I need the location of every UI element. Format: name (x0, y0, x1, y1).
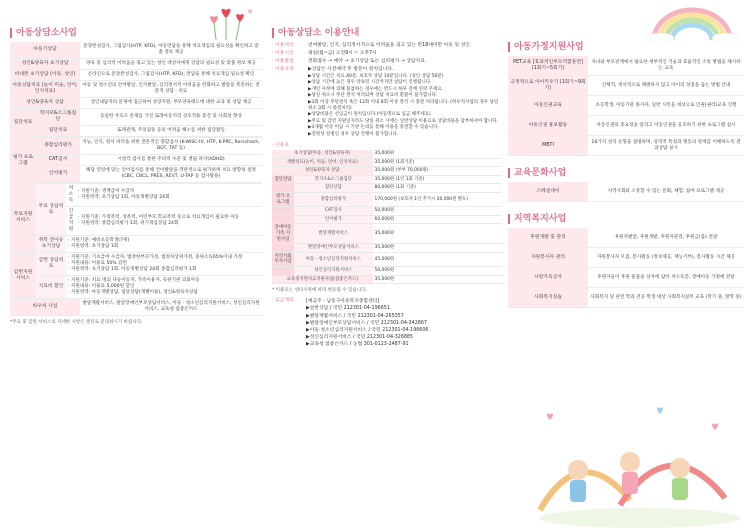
preschool-label: 취학 전아동 초기상담 (36, 236, 66, 252)
family-label: 아동인권 홍보활동 (508, 116, 588, 135)
evaluation-rows (36, 138, 262, 183)
fee-item: 발달장애인부모상담서비스 (294, 244, 373, 253)
community-desc: 후원자발굴, 후원개발, 후원자관리, 후원금(품) 전달 (614, 234, 718, 240)
community-row (508, 248, 744, 268)
family-label: PET교육 [효과적인부모역할훈련] (1회기~5회기) (508, 56, 588, 75)
evaluation-label: 종합심리평가 (36, 138, 80, 154)
service-row (10, 98, 262, 109)
family-rows (508, 56, 744, 156)
emergency-label: 긴급지원 (66, 207, 76, 235)
fee-value: 35,000원 (부부 70,000원) (373, 167, 502, 176)
fee-row (272, 158, 502, 167)
culture-label: 스페셜데이 (508, 182, 588, 201)
fee-group (272, 207, 294, 216)
service-desc: 아동 및 청소년의 언어발달, 인지발달, 심리정서적 어려움을 완화하고 발달을 촉진하는 전문적 상담 · 치료 (82, 83, 260, 94)
fee-row (272, 207, 502, 216)
fee-item: 학지포&소그룹집단 (294, 175, 373, 184)
fee-group: 집단상담 (272, 175, 294, 184)
usage-rule: ▶개인 사정에 의해 불참하는 경우에는 반드시 하루 전에 연락 주세요. (308, 86, 444, 92)
fee-item: 개별치료(놀이, 미술, 언어, 인지치료) (272, 158, 373, 167)
fee-value: 35,000원 (373, 150, 502, 158)
account-line: ▶발달장애인부모상담서비스 / 국민 212301-04-342867 (306, 320, 427, 326)
section-title-usage: 아동상담소 이용안내 (272, 28, 502, 38)
usage-rule: ▶당일 취소시 무단 결석 처리되며 상담 치료비 환불이 불가합니다. (308, 93, 438, 99)
family-desc: 초등학생, 아동기관 종사자, 일반 시민을 대상으로 인권(권리)교육 진행 (595, 102, 737, 108)
fee-item: 교육청지원치료지원사업(참좋은카드) (272, 275, 373, 284)
fee-value: 35,000원 (373, 275, 502, 284)
fee-value: 35,000원 (1인 1회 기준) (373, 175, 502, 184)
evaluation-label: 평가 프로그램 (10, 138, 36, 183)
service-desc: 온라인으로 문장완성검사, 그림검사(HTP, KFD), 면담을 통해 치료개입 필요성 확인 (87, 72, 255, 77)
fee-table (272, 150, 502, 284)
section-title-family: 아동가정지원사업 (508, 42, 744, 52)
service-label: 아동상담치료 (놀이 미술, 언어, 인지치료) (10, 81, 80, 97)
footnote: *무료 및 감면 서비스의 자세한 사항은 센터로 문의하시기 바랍니다. (10, 320, 143, 325)
usage-info-key: · 이용시간 (272, 51, 294, 56)
group-therapy-rows (36, 109, 262, 137)
service-label: 성인&양육자 상담 (10, 98, 80, 108)
usage-rule: ▶전정성 질병인 경우 상담 진행이 불가합니다. (308, 131, 399, 137)
family-label: 긍정적으로 아이키우기 (1회기~9회기) (508, 76, 588, 95)
usage-info-value: 연여발달, 인지, 심리정서적으로 어려움을 겪고 있는 만18세미만 아동 및 성인 (308, 43, 470, 48)
service-label: 아동기상담 (10, 42, 80, 58)
fee-item: CAT검사 (294, 207, 373, 216)
fee-value: 60,000원 (373, 215, 502, 224)
fee-item: 성인심리지원서비스 (294, 266, 373, 275)
family-desc: 아동인권의 중요성을 알리고 아동인권을 옹호하기 위한 프로그램 실시 (596, 122, 736, 128)
family-label: MBTI (508, 136, 588, 155)
column-usage-guide (272, 0, 502, 349)
culture-desc: 지역사회와 소통할 수 있는 문화, 체험, 참여 프로그램 제공 (607, 188, 725, 194)
fee-item: 성인&양육자 상담 (272, 167, 373, 176)
preschool-detail: · 지원기준: 예비초등학생(7세) · 지원영역: 초기상담 1회 (68, 238, 130, 249)
service-row (10, 81, 262, 98)
service-row (10, 70, 262, 81)
service-desc: 성인내담자의 문제에 접근하여 성장지원, 부모양육태도에 대한 교육 및 상담 제공 (90, 100, 252, 105)
fee-group: 장애아동 가족 지원사업 (272, 224, 294, 244)
discount-service (10, 253, 262, 299)
usage-info-line (272, 58, 502, 65)
fee-discount-label: 치료비 할인 (36, 276, 66, 298)
fee-item: 발달재활서비스 (294, 224, 373, 244)
service-label: 비대면 초기상담 (아동, 성인) (10, 70, 80, 80)
account-title: · 입금계좌 (272, 298, 294, 304)
low-income-label: 저소득 (66, 184, 76, 206)
discount-counseling-label: 감면 상담치료 (36, 253, 66, 275)
family-row (508, 136, 744, 156)
fee-group: 평가 프로그램 (272, 193, 294, 207)
fee-row (272, 244, 502, 253)
fee-row (272, 252, 502, 266)
group-therapy-row (36, 126, 262, 137)
culture-rows (508, 182, 744, 202)
fee-item: 언어평가 (294, 215, 373, 224)
group-therapy-desc: 또래관계, 주의집중 등의 어려움 해소를 위한 집단활동 (117, 128, 225, 133)
account-line: ▶발달재활서비스 / 국민 212301-04-265357 (306, 313, 404, 319)
evaluation-row (36, 155, 262, 166)
voucher-label: 바우처 사업 (10, 299, 80, 315)
evaluation-row (36, 138, 262, 155)
discount-service-label: 감면지원 서비스 (10, 253, 36, 298)
fee-row (272, 193, 502, 207)
community-label: 사랑가득상자 (508, 268, 588, 287)
usage-rule: ▶무료 및 감면 지원일지라도 당일 취소 시에는 일반상담 이용료로 상담비용을 납부하셔야 합니다. (308, 118, 499, 124)
fee-title: · 이용료 (272, 143, 289, 149)
counseling-rows (10, 42, 262, 109)
service-row (10, 42, 262, 59)
usage-info-line (272, 50, 502, 57)
service-desc: 양육 및 심리적 어려움을 겪고 있는 성인 대상자에게 상담의 필요성 및 맞춤 정보 제공 (86, 61, 256, 66)
fee-group (272, 184, 294, 193)
fee-value: 45,000원 (373, 252, 502, 266)
community-desc: 자원봉사자 모집, 봉사활동 (정보제공, 재능기부), 봉사활동 시간 제공 (596, 254, 735, 260)
discount-counseling-detail: · 지원기준: 기초급여 수급자, 법정한부모가정, 법정차상위가정, 중위소득65%이내 가정 · 지원내용: 이용료 50% 감면 · 지원영역: 초기상담 1회, 아동개별상담 24회 종합심리평가 1회 (68, 255, 243, 272)
fee-item: 종합심리평가 (294, 193, 373, 207)
family-row (508, 96, 744, 116)
community-row (508, 268, 744, 288)
community-label: 사회복지실습 (508, 288, 588, 307)
community-row (508, 288, 744, 308)
fee-value: 50,000원 (373, 207, 502, 216)
low-income-detail: · 지원기준: 생계급여 수급자 · 지원영역: 초기상담 1회, 아동개별상담 24회 (78, 189, 170, 200)
fee-value: 170,000원 (보호자 1인 추가시 20,000원 별도) (373, 193, 502, 207)
community-rows (508, 228, 744, 308)
usage-info-key: · 이용대상 (272, 43, 294, 48)
family-desc: 신체적, 정서적으로 체벌하지 않고 아이의 성장을 돕는 방법 안내 (601, 82, 731, 88)
group-therapy-desc: 동일한 주호소 문제를 가진 또래아동끼리 상호작용 증진 및 사회성 향상 (100, 114, 242, 119)
evaluation-label: 언어평가 (36, 166, 80, 182)
fee-row (272, 150, 502, 158)
fee-value: 35,000원 (373, 224, 502, 244)
usage-rule: ▶상담 시간에 늦은 경우 약속된 시간까지만 상담이 진행됩니다. (308, 80, 432, 86)
fee-item: 집단상담 (294, 184, 373, 193)
evaluation-desc: 지능, 인지, 정서 파악을 위한 전문적인 종합검사 (K-WISC-IV, HTP, K-PRC, Rorschach, BGT, TAT 등) (82, 140, 260, 151)
free-service-label: 무료지원 서비스 (10, 184, 36, 252)
group-therapy-row (36, 109, 262, 126)
community-desc: 후원자들이 후원 물품을 상자에 담아 저소득층, 장애아동 가정에 전달 (597, 274, 735, 280)
free-counseling-label: 무료 상담치료 (36, 184, 66, 235)
usage-info (272, 42, 502, 73)
family-desc: 16가지 성격 유형을 설명하며, 성격적 특성과 행동의 관계를 이해하도록 결과상담 실시 (591, 139, 741, 151)
fee-value: 50,000원 (373, 266, 502, 275)
evaluation-label: CAT검사 (36, 155, 80, 165)
account-line: [예금주 : 남동구아동복지종합센터] (306, 299, 380, 305)
usage-rule: ▶상담 시간은 치료 40분, 보호자 상담 10분입니다. (성인 상담 50분) (308, 74, 444, 79)
service-desc: 문장완성검사, 그림검사(HTP, KFD), 아동면담을 통해 치료개입의 필요성을 확인하고 맞춤 정보 제공 (83, 44, 259, 55)
usage-info-value: 평일(월~금) 오전9시 ~ 오후7시 (308, 51, 377, 56)
account-line: ▶성인심리지원서비스 / 국민 212301-04-326885 (306, 335, 414, 341)
fee-row (272, 167, 502, 176)
fee-row (272, 184, 502, 193)
fee-row (272, 266, 502, 275)
service-label: 성인&양육자 초기상담 (10, 59, 80, 69)
emergency-detail: · 지원기준: 가정폭력, 성폭력, 어린부모,학교폭력 등으로 치료개입이 필요한 아동 · 지원영역: 종합심리평가 1회, 위기개입상담 24회 (78, 215, 240, 226)
fee-value: 35,000원 (373, 244, 502, 253)
fee-group (272, 215, 294, 224)
fee-item: 초기상담(아동, 성인&양육자) (272, 150, 373, 158)
fee-group: 지역사회 투자사업 (272, 252, 294, 266)
community-desc: 사회복지 및 관련 학과 전공 학생 대상 사회복지실무 교육 (학기 중, 방학 중) (590, 294, 742, 300)
voucher-detail: 발달재활서비스, 발달장애인부모상담서비스, 아동 · 청소년심리지원서비스, 성인심리지원서비스, 교육청 참좋은카드 (82, 301, 260, 312)
fee-row (272, 215, 502, 224)
fee-row (272, 175, 502, 184)
usage-info-line (272, 42, 502, 49)
kids-illustration (520, 400, 740, 530)
family-label: 아동인권교육 (508, 96, 588, 115)
family-row (508, 76, 744, 96)
group-therapy-label: 학지포&소그룹집단 (36, 109, 80, 125)
usage-rule: ▶3개월 이상 미납 시 기관 논의를 통해 이용을 중결할 수 있습니다. (308, 125, 439, 131)
fee-row (272, 275, 502, 284)
culture-row (508, 182, 744, 202)
usage-rule: ▶3회 이상 무단결석 혹은 12회 이내 8회 이상 결석 시 종결 처리됩니다. (허우적사업의 경우 당일취소 3회 시 종결처리) (308, 99, 499, 112)
free-service (10, 184, 262, 253)
group-therapy-label: 집단치료 (10, 109, 36, 137)
usage-info-key: · 이용방법 (272, 59, 294, 64)
community-row (508, 228, 744, 248)
usage-info-value: ▶상담은 사전예약 후 방문이 원칙입니다. (308, 67, 394, 72)
account-line: ▶아동·청소년심리지원서비스 / 국민 212301-04-196606 (306, 327, 429, 333)
voucher-business (10, 299, 262, 316)
fee-note: * 이용료는 센터사정에 따라 변동될 수 있습니다. (272, 288, 367, 294)
evaluation-desc: 시청각 검사를 통한 주의력 수준 및 결핍 파악(ADHD) (117, 157, 225, 162)
usage-info-value: 전화접수 → 예약 → 초기상담 또는 심리평가 → 상담치료 (308, 59, 425, 64)
fee-value: 80,000원 (1회 기준) (373, 184, 502, 193)
fee-group (272, 266, 294, 275)
family-desc: 자녀와 부모관계에서 필요한 세부적인 기술과 효율적인 소통 방법을 제시하는 교육 (591, 59, 741, 71)
section-title-counseling: 아동상담소사업 (10, 28, 262, 38)
section-title-culture: 교육문화사업 (508, 168, 744, 178)
group-therapy-label: 집단치료 (36, 126, 80, 136)
section-title-community: 지역복지사업 (508, 214, 744, 224)
fee-item: 아동 · 청소년심리지원서비스 (294, 252, 373, 266)
usage-info-line (272, 66, 502, 73)
fee-value: 35,000원 (1회기준) (373, 158, 502, 167)
account-line: ▶교육청 참좋은카드 / 농협 301-0123-2487-91 (306, 342, 409, 348)
usage-rule: ▶상담비용은 선입금이 원칙입니다.(아동명으로 입금 해주세요) (308, 112, 431, 118)
usage-rules (308, 74, 502, 138)
evaluation-row (36, 166, 262, 183)
fee-discount-detail: · 지원기준: 치료 명의 다둥이동지, 가족이용자, 유관기관 의뢰아동 · 지원내용: 이용료 5,000원 할인 · 지원영역: 아동개별상담, 집단상담(개별이용), 성인&양육자상담 (68, 278, 200, 295)
evaluation-program (10, 138, 262, 184)
account-list (306, 298, 502, 348)
fee-group (272, 244, 294, 253)
community-label: 후원개발 및 관리 (508, 228, 588, 247)
usage-info-key: · 이용규정 (272, 67, 294, 72)
account-line: ▶일반상담 / 국민 212301-04-196651 (306, 306, 390, 312)
column-family-support (508, 0, 744, 308)
family-row (508, 116, 744, 136)
service-row (10, 59, 262, 70)
group-therapy (10, 109, 262, 138)
column-counseling-services (10, 0, 262, 325)
fee-row (272, 224, 502, 244)
evaluation-desc: 해당 연령에 맞는 언어검사를 통해 언어발달을 객관적으로 평가하며 치료 방향성 설정 (CBC, CBCL, PRES, REVT, U-TAP 등 검사활용) (86, 168, 256, 179)
community-label: 자원봉사자 관리 (508, 248, 588, 267)
family-row (508, 56, 744, 76)
